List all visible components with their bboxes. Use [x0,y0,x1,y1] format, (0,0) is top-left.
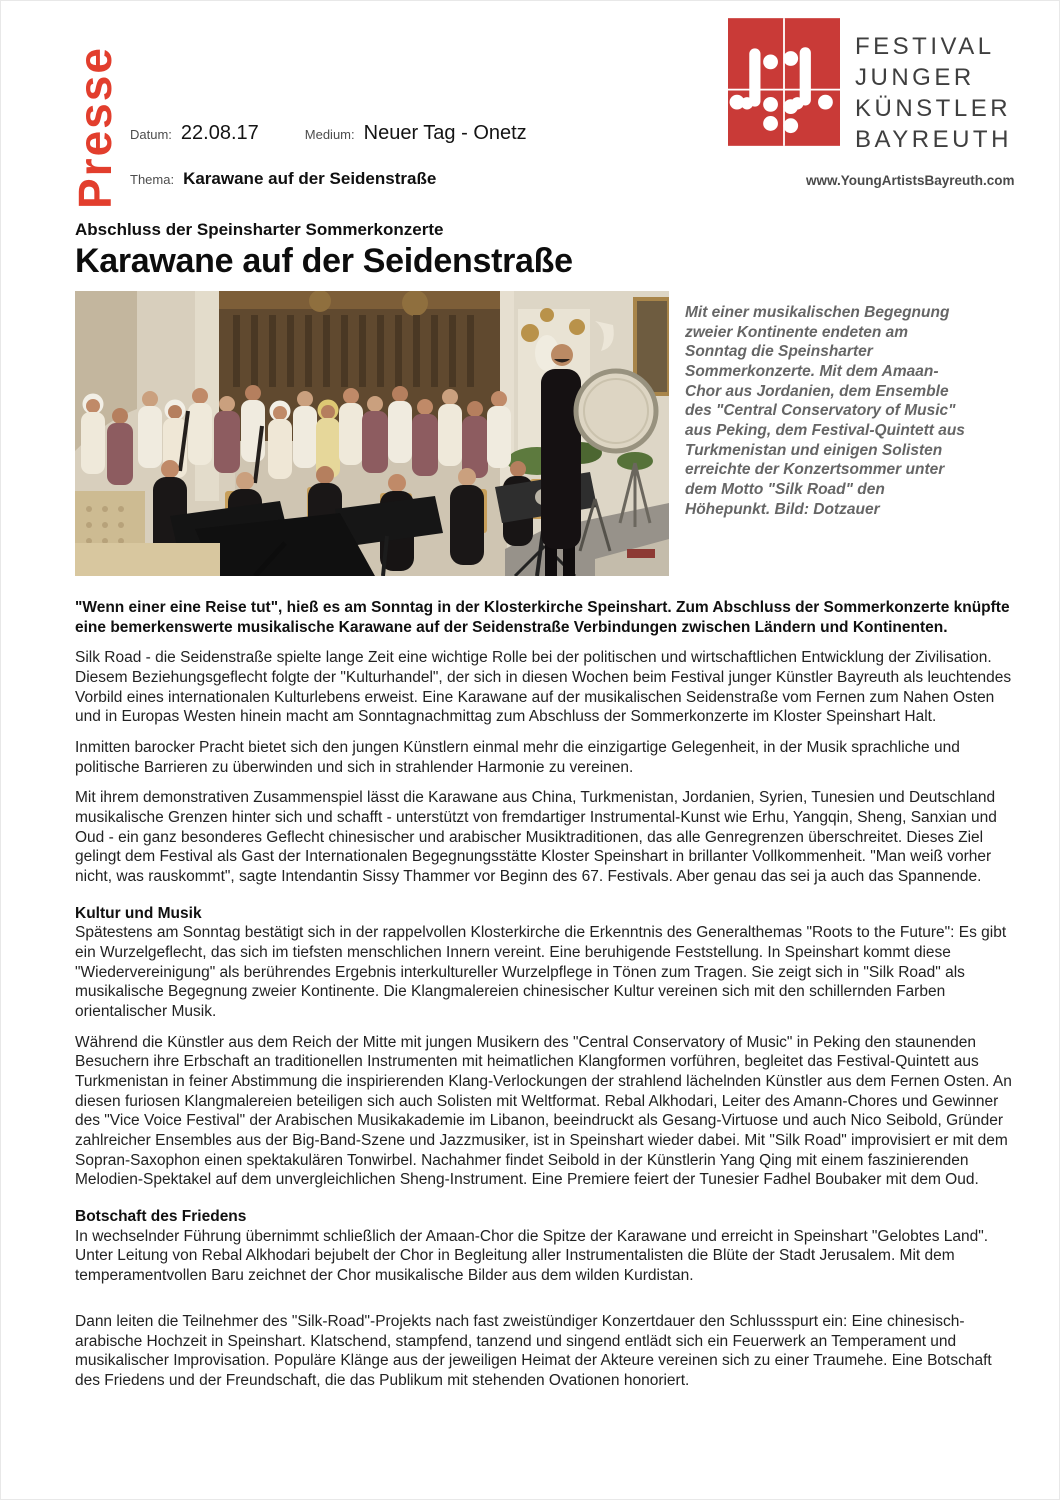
article [75,220,1012,1391]
article-kicker: Abschluss der Speinsharter Sommerkonzerte [75,220,444,239]
festival-brand [728,18,1012,155]
article-paragraph: Mit ihrem demonstrativen Zusammenspiel lässt die Karawane aus China, Turkmenistan, Jordanien, Syrien, Tunesien und Deutschland musikalische Grenzen hinter sich und schafft - unterstützt von fremdartiger Instrumental-Kunst wie Erhu, Yangqin, Sheng, Sanxian und Oud - ein ganz besonderes Geflecht chinesischer und arabischer Musiktraditionen, das alle Genregrenzen überschreitet. Dieses Ziel gelingt dem Festival als Gast der Internationalen Begegnungsstätte Kloster Speinshart in brillanter Vollkommenheit. "Man weiß vorher nicht, was rauskommt", sagte Intendantin Sissy Thammer vor Beginn des 67. Festivals. Aber genau das sei ja auch das Spannende. [75,789,997,886]
article-paragraph: In wechselnder Führung übernimmt schließlich der Amaan-Chor die Spitze der Karawane und erreicht in Speinshart "Gelobtes Land". Unter Leitung von Rebal Alkhodari bejubelt der Chor in Begleitung aller Instrumentalisten die Blüte der Stadt Jerusalem. Mit dem temperamentvollen Baru zeichnet der Chor musikalische Bilder aus dem wilden Kurdistan. [75,1227,989,1285]
article-paragraph: Silk Road - die Seidenstraße spielte lange Zeit eine wichtige Rolle bei der politischen und wirtschaftlichen Entwicklung der Zivilisation. Diesem Beziehungsgeflecht folgte der "Kulturhandel", der sich in diesen Wochen beim Festival junger Künstler Bayreuth als leuchtendes Vorbild eines internationalen Kulturlebens erweist. Eine Karawane auf der musikalischen Seidenstraße vom Fernen zum Nahen Osten und in Europas Westen hinein macht am Sonntagnachmittag zum Abschluss der Sommerkonzerte im Kloster Speinshart Halt. [75,649,1012,726]
article-paragraph: Während die Künstler aus dem Reich der Mitte mit jungen Musikern des "Central Conservatory of Music" in Peking den staunenden Besuchern ihre Erbschaft an traditionellen Instrumenten mit heimatlichen Klangformen vorführen, begleitet das Festival-Quintett aus Turkmenistan in feiner Abstimmung die inspirierenden Klang-Verlockungen der strahlend lächelnden Künstler aus dem Fernen Osten. An diesen furiosen Klangmalereien beteiligen sich auch Solisten mit Weltformat. Rebal Alkhodari, Leiter des Amann-Chores und Gewinner des "Vice Voice Festival" der Arabischen Musikakademie im Libanon, beeindruckt als Gesang-Virtuose und auch Nico Seibold, Gründer zahlreicher Ensembles aus der Big-Band-Szene und Jazzmusiker, ist in Speinshart wieder dabei. Mit "Silk Road" improvisiert er mit dem Sopran-Saxophon einen spektakulären Tonwirbel. Nachahmer findet Seibold in der Künstlerin Yang Qing mit einem faszinierenden Melodien-Spektakel auf dem unvergleichlichen Sheng-Instrument. Eine Premiere feiert der Tunesier Fadhel Boubaker mit dem Oud. [75,1033,1012,1189]
logo-line: KÜNSTLER [855,95,1012,122]
article-lead: "Wenn einer eine Reise tut", hieß es am Sonntag in der Klosterkirche Speinshart. Zum Abschluss der Sommerkonzerte knüpfte eine bemerkenswerte musikalische Karawane auf der Seidenstraße Verbindungen zwischen Ländern und Kontinenten. [75,599,1010,636]
date-value: 22.08.17 [180,122,259,144]
photo-caption: Mit einer musikalischen Begegnung zweier Kontinente endeten am Sonntag die Speinsharter Sommerkonzerte. Mit dem Amaan-Chor aus Jordanien, dem Ensemble des "Central Conservatory of Music" aus Peking, dem Festival-Quintett aus Turkmenistan und einigen Solisten erreichte der Konzertsommer unter dem Motto "Silk Road" den Höhepunkt. Bild: Dotzauer [685,304,965,518]
logo-line: JUNGER [855,64,975,91]
article-title: Karawane auf der Seidenstraße [75,242,573,280]
logo-line: BAYREUTH [855,126,1012,153]
festival-logo-wordmark [855,18,1012,155]
meta-row-topic [130,169,527,189]
website-url: www.YoungArtistsBayreuth.com [806,173,1015,188]
article-paragraph: Inmitten barocker Pracht bietet sich den jungen Künstlern einmal mehr die einzigartige Gelegenheit, in der Musik sprachliche und politische Barrieren zu überwinden und sich in strahlender Harmonie zu vereinen. [75,739,960,776]
festival-logo-icon [728,18,840,146]
medium-value: Neuer Tag - Onetz [363,122,527,144]
concert-photo [75,291,669,576]
topic-value: Karawane auf der Seidenstraße [183,169,437,188]
article-figure [75,291,1012,576]
topic-label: Thema: [130,172,175,187]
section-heading-botschaft-des-friedens: Botschaft des Friedens [75,1208,247,1226]
medium-label: Medium: [304,127,355,142]
meta-row-date-medium [130,122,527,145]
press-meta [130,122,527,189]
article-paragraph: Dann leiten die Teilnehmer des "Silk-Road"-Projekts nach fast zweistündiger Konzertdauer den Schlussspurt ein: Eine chinesisch-arabische Hochzeit in Speinshart. Klatschend, stampfend, tanzend und singend entlädt sich ein Feuerwerk an Temperament und musikalischer Improvisation. Populäre Klänge aus der jeweiligen Heimat der Akteure vereinen sich zu einer Traumehe. Eine Botschaft des Friedens und der Freundschaft, die das Publikum mit stehenden Ovationen honoriert. [75,1312,992,1389]
section-heading-kultur-und-musik: Kultur und Musik [75,904,202,922]
press-vertical-label: Presse [69,46,121,209]
logo-line: FESTIVAL [855,33,995,60]
article-paragraph: Spätestens am Sonntag bestätigt sich in der rappelvollen Klosterkirche die Erkenntnis des Generalthemas "Roots to the Future": Es gibt ein Wurzelgeflecht, das sich im tiefsten menschlichen Innern vereint. Eine beruhigende Feststellung. In Speinshart kommt diese "Wiedervereinigung" als berührendes Ergebnis interkultureller Wurzelpflege in Tönen zum Tragen. Sie zeigt sich in "Silk Road" als musikalische Begegnung zweier Kontinente. Die Klangmalereien chinesischer Kultur vereinen sich mit den schillernden Farben orientalischer Musik. [75,924,1007,1021]
date-label: Datum: [130,127,172,142]
